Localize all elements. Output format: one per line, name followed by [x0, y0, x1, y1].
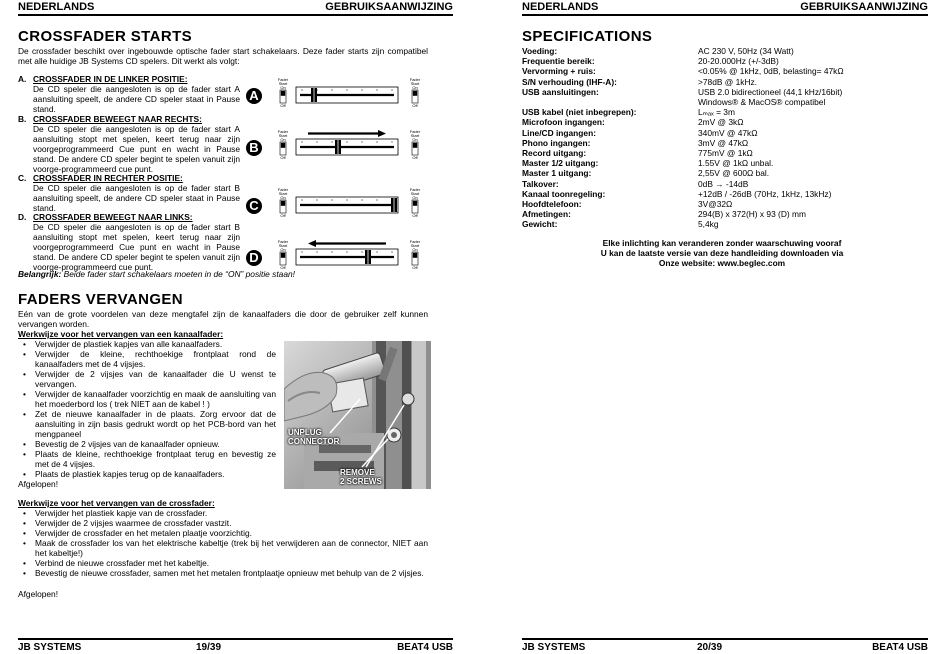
switch-label-fader: Fader	[277, 130, 289, 134]
switch-label-fader: Fader	[277, 78, 289, 82]
switch-label-fader: Fader	[409, 188, 421, 192]
important-note	[18, 269, 428, 279]
note-line: U kan de laatste versie van deze handleiding downloaden via	[600, 248, 844, 258]
step-item: • Verwijder de 2 vijsjes van de kanaalfader die U wenst te vervangen.	[18, 369, 276, 389]
footer-page-number: 20/39	[697, 642, 723, 653]
spec-value: <0.05% @ 1kHz, 0dB, belasting= 47kΩ	[698, 66, 844, 77]
remove-label-1: REMOVE	[340, 468, 375, 477]
switch-label-off: Off	[280, 103, 286, 108]
footer-brand: JB SYSTEMS	[18, 642, 82, 653]
footer-brand: JB SYSTEMS	[522, 642, 586, 653]
page-footer	[18, 642, 453, 654]
item-title: CROSSFADER IN RECHTER POSITIE:	[33, 173, 183, 183]
item-letter: B.	[18, 114, 27, 124]
switch-toggle	[413, 143, 417, 148]
switch-toggle	[413, 201, 417, 206]
spec-key: Record uitgang:	[522, 148, 587, 158]
spec-key: Line/CD ingangen:	[522, 127, 596, 138]
switch-label-start: Start	[278, 81, 288, 86]
switch-label-on: On	[412, 195, 418, 200]
header-rule	[522, 14, 928, 16]
photo-illustration	[284, 341, 431, 489]
fader-replacement-photo	[284, 341, 431, 489]
crossfader-diagram-c	[249, 188, 421, 218]
crossfader-diagram-d	[249, 240, 421, 270]
spec-value: 775mV @ 1kΩ	[698, 148, 753, 158]
unplug-label-1: UNPLUG	[288, 428, 322, 437]
spec-key: Hoofdtelefoon:	[522, 199, 582, 209]
spec-key: Master 1/2 uitgang:	[522, 158, 599, 169]
switch-toggle	[413, 91, 417, 96]
spec-value: +12dB / -26dB (70Hz, 1kHz, 13kHz)	[698, 188, 832, 199]
arrow-right-head	[378, 130, 386, 137]
done-text: Afgelopen!	[18, 479, 59, 489]
spec-key: USB kabel (niet inbegrepen):	[522, 107, 637, 118]
step-item: • Verwijder de plastiek kapjes van alle kanaalfaders.	[18, 339, 276, 349]
spec-value: Windows® & MacOS® compatibel	[698, 97, 826, 107]
spec-value: 2mV @ 3kΩ	[698, 117, 744, 128]
switch-label-start: Start	[278, 133, 288, 138]
spec-value: 5,4kg	[698, 219, 719, 230]
step-item: • Bevestig de 2 vijsjes van de kanaalfader opnieuw.	[18, 439, 276, 449]
spec-key: Frequentie bereik:	[522, 56, 595, 67]
footer-page-number: 19/39	[196, 642, 222, 653]
spec-value: 20-20.000Hz (+/-3dB)	[698, 56, 779, 67]
spec-value: 3V@32Ω	[698, 199, 733, 209]
spec-value: 294(B) x 372(H) x 93 (D) mm	[698, 209, 806, 220]
spec-key: Gewicht:	[522, 219, 558, 230]
channel-fader-steps	[18, 339, 276, 479]
spec-key: Phono ingangen:	[522, 137, 591, 148]
switch-label-on: On	[280, 247, 286, 252]
diagram-badge-c: C	[246, 198, 262, 214]
footer-model: BEAT4 USB	[397, 642, 453, 653]
section-title-specs: SPECIFICATIONS	[522, 28, 653, 45]
item-letter: D.	[18, 212, 27, 222]
step-item: • Plaats de plastiek kapjes terug op de kanaalfaders.	[18, 469, 276, 479]
item-text: De CD speler die aangesloten is op de fader start B aansluiting stopt met spelen, keert terug naar zijn voorgeprogrammeerd Cue punt en wacht in Pause stand. De andere CD speler begint te spelen vanuit zijn voorge-programmeerd cue punt.	[33, 222, 240, 272]
specs-table	[522, 46, 922, 231]
header-title: GEBRUIKSAANWIJZING	[800, 1, 928, 13]
switch-label-off: Off	[280, 155, 286, 160]
spec-value: 3mV @ 47kΩ	[698, 137, 749, 148]
item-text: De CD speler die aangesloten is op de fader start A aansluiting stopt met spelen, keert terug naar zijn voorgeprogrammeerd Cue punt en wacht in Pause stand. De andere CD speler begint te spelen vanuit zijn voorge-programmeerd cue punt.	[33, 124, 240, 174]
crossfader-svg	[274, 240, 421, 270]
switch-label-fader: Fader	[409, 240, 421, 244]
arrow-left-head	[308, 240, 316, 247]
disclaimer-note	[522, 238, 922, 268]
switch-label-fader: Fader	[277, 188, 289, 192]
item-letter: C.	[18, 173, 27, 183]
step-item: • Verwijder de kanaalfader voorzichtig en maak de aansluiting van het moederbord los ( trek NIET aan de kabel ! )	[18, 389, 276, 409]
spec-key: Vervorming + ruis:	[522, 66, 596, 77]
switch-label-start: Start	[410, 133, 420, 138]
spec-key: Voeding:	[522, 46, 558, 56]
spec-value: >78dB @ 1kHz.	[698, 76, 758, 87]
spec-key: Talkover:	[522, 178, 559, 189]
step-item: • Verbind de nieuwe crossfader met het kabeltje.	[18, 558, 428, 568]
item-text: De CD speler die aangesloten is op de fader start B aansluiting speelt, de andere CD speler staat in Pause stand.	[33, 183, 240, 213]
footer-rule	[522, 638, 928, 640]
switch-toggle	[281, 253, 285, 258]
spec-key: Kanaal toonregeling:	[522, 188, 606, 199]
switch-label-on: On	[280, 195, 286, 200]
footer-model: BEAT4 USB	[872, 642, 928, 653]
crossfader-svg	[274, 130, 421, 160]
crossfader-intro: De crossfader beschikt over ingebouwde optische fader start schakelaars. Deze fader starts zijn compatibel met alle huidige JB Systems CD spelers. Dit werkt als volgt:	[18, 46, 428, 66]
channel-fader-heading: Werkwijze voor het vervangen van een kanaalfader:	[18, 329, 224, 339]
switch-label-start: Start	[410, 81, 420, 86]
switch-label-on: On	[412, 85, 418, 90]
step-item: • Verwijder de kleine, rechthoekige frontplaat rond de kanaalfaders met de 4 vijsjes.	[18, 349, 276, 369]
header-language: NEDERLANDS	[522, 1, 599, 13]
important-text: Beide fader start schakelaars moeten in de “ON” positie staan!	[61, 269, 295, 279]
switch-label-start: Start	[410, 243, 420, 248]
spec-key: S/N verhouding (IHF-A):	[522, 76, 617, 87]
diagram-badge-a: A	[246, 88, 262, 104]
switch-label-off: Off	[412, 213, 418, 218]
crossfader-svg	[274, 78, 421, 108]
spec-key: Master 1 uitgang:	[522, 168, 592, 179]
unplug-label-2: CONNECTOR	[288, 437, 340, 446]
page-header	[522, 1, 928, 15]
switch-label-off: Off	[412, 155, 418, 160]
switch-label-start: Start	[410, 191, 420, 196]
switch-label-off: Off	[280, 213, 286, 218]
switch-label-off: Off	[412, 265, 418, 270]
step-item: • Verwijder het plastiek kapje van de crossfader.	[18, 508, 428, 518]
spec-key: Afmetingen:	[522, 209, 571, 220]
spec-value: 0dB → -14dB	[698, 178, 749, 189]
switch-toggle	[281, 91, 285, 96]
header-title: GEBRUIKSAANWIJZING	[325, 1, 453, 13]
switch-label-off: Off	[280, 265, 286, 270]
step-item: • Plaats de kleine, rechthoekige frontplaat terug en bevestig ze met de 4 vijsjes.	[18, 449, 276, 469]
crossfader-svg	[274, 188, 421, 218]
step-item: • Bevestig de nieuwe crossfader, samen met het metalen frontplaatje opnieuw met behulp van de 2 vijsjes.	[18, 568, 428, 578]
item-text: De CD speler die aangesloten is op de fader start A aansluiting speelt, de andere CD speler staat in Pause stand.	[33, 84, 240, 114]
switch-label-fader: Fader	[409, 78, 421, 82]
switch-label-on: On	[280, 85, 286, 90]
faders-intro: Eén van de grote voordelen van deze mengtafel zijn de kanaalfaders die door de gebruiker zelf kunnen vervangen worden.	[18, 309, 428, 329]
footer-rule	[18, 638, 453, 640]
spec-value: 1.55V @ 1kΩ unbal.	[698, 158, 774, 169]
item-letter: A.	[18, 74, 27, 84]
switch-label-start: Start	[278, 243, 288, 248]
crossfader-diagram-a	[249, 78, 421, 108]
switch-label-fader: Fader	[409, 130, 421, 134]
section-title-crossfader: CROSSFADER STARTS	[18, 28, 193, 45]
important-label: Belangrijk:	[18, 269, 62, 279]
item-title: CROSSFADER BEWEEGT NAAR LINKS:	[33, 212, 193, 222]
switch-label-on: On	[412, 137, 418, 142]
note-line: Elke inlichting kan veranderen zonder waarschuwing vooraf	[602, 238, 842, 248]
spec-key: USB aansluitingen:	[522, 86, 599, 97]
switch-label-fader: Fader	[277, 240, 289, 244]
crossfader-heading: Werkwijze voor het vervangen van de crossfader:	[18, 498, 215, 508]
header-language: NEDERLANDS	[18, 1, 95, 13]
switch-toggle	[413, 253, 417, 258]
spec-value: Lₘₐₓ = 3m	[698, 107, 735, 118]
switch-label-start: Start	[278, 191, 288, 196]
section-title-faders: FADERS VERVANGEN	[18, 291, 184, 308]
crossfader-steps	[18, 508, 428, 578]
step-item: • Verwijder de crossfader en het metalen plaatje voorzichtig.	[18, 528, 428, 538]
step-item: • Zet de nieuwe kanaalfader in de plaats. Zorg ervoor dat de aansluiting in zijn basis gedrukt wordt op het PCB-bord van het mengpaneel	[18, 409, 276, 439]
done-text: Afgelopen!	[18, 589, 59, 599]
step-item: • Verwijder de 2 vijsjes waarmee de crossfader vastzit.	[18, 518, 428, 528]
spec-value: 340mV @ 47kΩ	[698, 127, 758, 138]
switch-toggle	[281, 143, 285, 148]
switch-label-on: On	[280, 137, 286, 142]
spec-value: AC 230 V, 50Hz (34 Watt)	[698, 46, 794, 56]
diagram-badge-b: B	[246, 140, 262, 156]
page-header	[18, 1, 453, 15]
note-line: Onze website: www.beglec.com	[658, 258, 786, 268]
header-rule	[18, 14, 453, 16]
remove-label-2: 2 SCREWS	[340, 477, 382, 486]
diagram-badge-d: D	[246, 250, 262, 266]
spec-value: 2,55V @ 600Ω bal.	[698, 168, 770, 179]
spec-value: USB 2.0 bidirectioneel (44,1 kHz/16bit)	[698, 86, 843, 97]
switch-label-off: Off	[412, 103, 418, 108]
page-footer	[522, 642, 928, 654]
item-title: CROSSFADER IN DE LINKER POSITIE:	[33, 74, 188, 84]
step-item: • Maak de crossfader los van het elektrische kabeltje (trek bij het verwijderen aan de connector, NIET aan het kabeltje!)	[18, 538, 428, 558]
switch-label-on: On	[412, 247, 418, 252]
right-page	[475, 0, 950, 654]
switch-toggle	[281, 201, 285, 206]
item-title: CROSSFADER BEWEEGT NAAR RECHTS:	[33, 114, 202, 124]
crossfader-diagram-b	[249, 130, 421, 160]
spec-key: Microfoon ingangen:	[522, 117, 605, 128]
